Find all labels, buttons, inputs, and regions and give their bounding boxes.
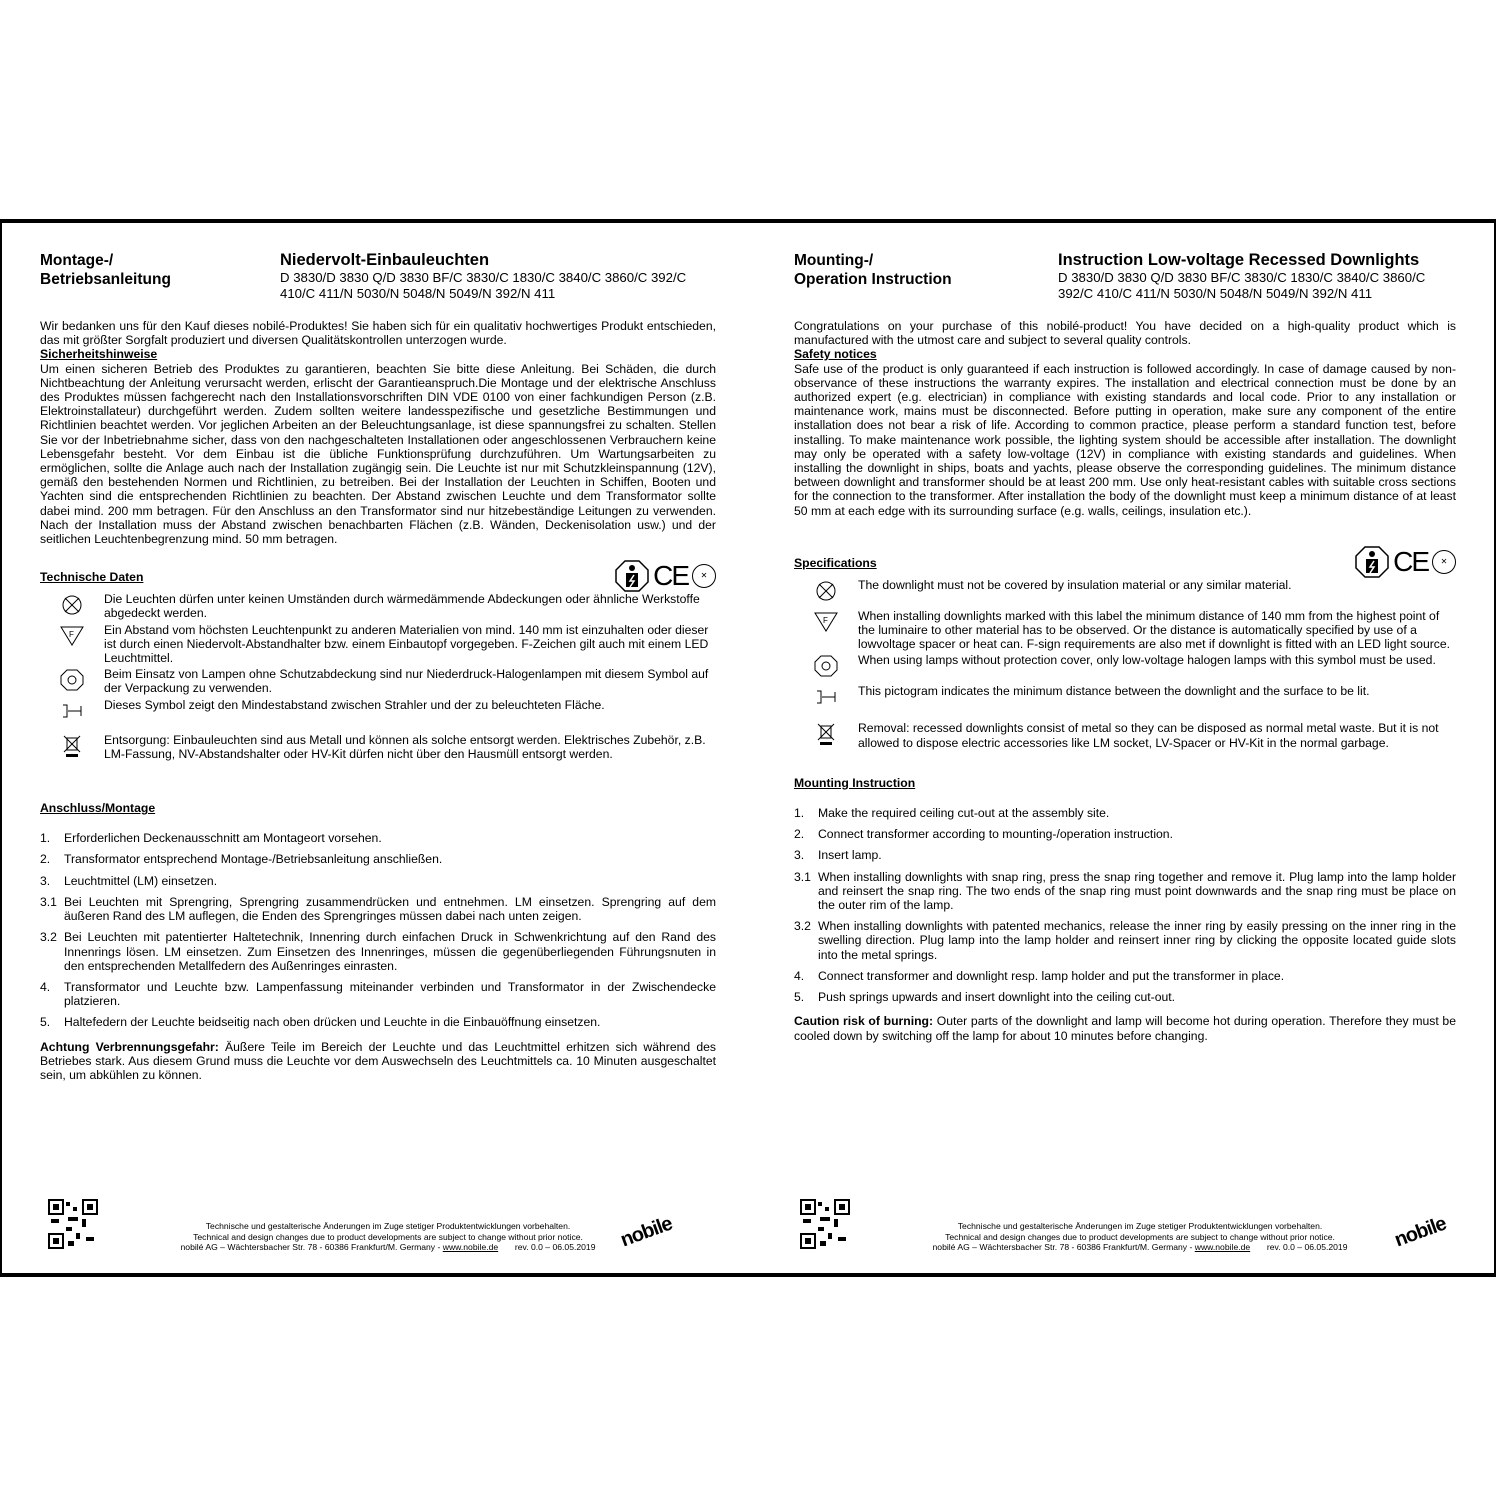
spec-item: Removal: recessed downlights consist of metal so they can be disposed as normal metal waste. But it is not allowed to dispose electric accessories like LM socket, LV-Spacer or HV-Kit in the normal garbage. (794, 721, 1456, 749)
spec-item: F Ein Abstand vom höchsten Leuchtenpunkt zu anderen Materialien von mind. 140 mm ist einzuhalten oder dieser ist durch einen Niedervolt-Abstandhalter bzw. einem Einbautopf vorgegeben. F-Zeichen gilt auch mit einem LED Leuchtmittel. (40, 623, 716, 666)
spec-item: Beim Einsatz von Lampen ohne Schutzabdeckung sind nur Niederdruck-Halogenlampen mit diesem Symbol auf der Verpackung zu verwenden. (40, 667, 716, 695)
step-number: 1. (40, 831, 51, 846)
step-number: 5. (40, 1015, 51, 1030)
instruction-sheet (0, 219, 1496, 1277)
weee-bin-icon (813, 722, 839, 746)
mount-step (40, 930, 716, 973)
spec-item: The downlight must not be covered by insulation material or any similar material. (794, 578, 1456, 603)
step-text: Bei Leuchten mit patentierter Haltetechnik, Innenring durch einfachen Druck in Schwenkrichtung auf den Rand des Innenrings lösen. LM einsetzen. Zum Einsetzen des Innenringes, müssen die gegenüberliegenden Führungsnuten in den entsprechenden Metallfedern des Außenringes einrasten. (64, 930, 716, 973)
weee-bin-icon (59, 734, 85, 758)
no-insulation-cover-icon (59, 593, 85, 617)
intro-text: Wir bedanken uns für den Kauf dieses nobilé-Produktes! Sie haben sich für ein qualitativ hochwertiges Produkt entschieden, das mit größter Sorgfalt produziert und diversen Qualitätskontrollen unterzogen wurde. (40, 319, 716, 348)
spec-item: This pictogram indicates the minimum distance between the downlight and the surface to be lit. (794, 684, 1456, 709)
step-text: When installing downlights with patented mechanics, release the inner ring by easily pressing on the inner ring in the swelling direction. Plug lamp into the lamp holder and reinsert inner ring by clicking the opposite located guide slots into the metal springs. (818, 919, 1456, 962)
mount-step (794, 827, 1456, 841)
burn-warning: Caution risk of burning: Outer parts of the downlight and lamp will become hot during operation. Therefore they must be cooled down by switching off the lamp for about 10 minutes before changing. (794, 1014, 1456, 1043)
step-number: 4. (794, 968, 805, 983)
product-title: Niedervolt-Einbauleuchten (280, 251, 490, 269)
step-number: 2. (40, 852, 51, 867)
mount-step (794, 848, 1456, 862)
step-number: 4. (40, 979, 51, 994)
step-number: 3. (40, 873, 51, 888)
halogen-lamp-icon (813, 654, 839, 678)
mount-step (40, 831, 716, 845)
certification-badges (615, 560, 716, 592)
qualified-electrician-icon (1355, 546, 1389, 578)
step-text: Erforderlichen Deckenausschnitt am Montageort vorsehen. (64, 831, 382, 846)
step-number: 1. (794, 806, 805, 821)
burn-warning: Achtung Verbrennungsgefahr: Äußere Teile im Bereich der Leuchte und das Leuchtmittel erhitzen sich während des Betriebes stark. Aus diesem Grund muss die Leuchte vor dem Auswechseln des Leuchtmittels ca. 10 Minuten ausgeschaltet sein, um abkühlen zu können. (40, 1039, 716, 1082)
mount-step (40, 852, 716, 866)
mount-heading: Anschluss/Montage (40, 801, 156, 816)
no-cover-icon: ✕ (1432, 550, 1456, 574)
spec-heading: Specifications (794, 555, 877, 570)
no-cover-icon: ✕ (692, 564, 716, 588)
step-text: Leuchtmittel (LM) einsetzen. (64, 873, 218, 888)
qr-code-icon (48, 1199, 98, 1249)
mount-heading: Mounting Instruction (794, 775, 916, 790)
model-list: D 3830/D 3830 Q/D 3830 BF/C 3830/C 1830/C 3840/C 3860/C 392/C 410/C 411/N 5030/N 5048/N 5049/N 392/N 411 (1058, 270, 1426, 301)
spec-item: When using lamps without protection cover, only low-voltage halogen lamps with this symbol must be used. (794, 653, 1456, 678)
step-text: Haltefedern der Leuchte beidseitig nach oben drücken und Leuchte in die Einbauöffnung einsetzen. (64, 1015, 601, 1030)
step-number: 3.1 (40, 894, 57, 909)
model-list: D 3830/D 3830 Q/D 3830 BF/C 3830/C 1830/C 3840/C 3860/C 392/C 410/C 411/N 5030/N 5048/N 5049/N 392/N 411 (280, 270, 687, 301)
f-sign-icon (813, 610, 839, 634)
step-text: Transformator und Leuchte bzw. Lampenfassung miteinander verbinden und Transformator in der Zwischendecke platzieren. (64, 979, 716, 1009)
spec-list (40, 592, 716, 761)
spec-item: Die Leuchten dürfen unter keinen Umständen durch wärmedämmende Abdeckungen oder ähnliche Werkstoffe abgedeckt werden. (40, 592, 716, 620)
step-text: Bei Leuchten mit Sprengring, Sprengring zusammendrücken und entnehmen. LM einsetzen. Sprengring auf dem äußeren Rand des LM auflegen, die Enden des Sprengringes müssen dabei nach unten zeigen. (64, 894, 716, 924)
german-column (40, 249, 716, 1094)
svg-text:F: F (69, 629, 74, 639)
ce-mark-icon: CE (1393, 545, 1428, 577)
english-header (794, 249, 1456, 319)
safety-heading: Sicherheitshinweise (40, 347, 158, 362)
minimum-distance-icon (813, 685, 839, 709)
f-sign-icon (59, 624, 85, 648)
qualified-electrician-icon (615, 560, 649, 592)
mount-step (794, 919, 1456, 962)
step-text: When installing downlights with snap ring, press the snap ring together and remove it. Plug lamp into the lamp holder and reinsert the snap ring. The two ends of the snap ring must point downwards and the snap ring must be place on the outer rim of the lamp. (818, 869, 1456, 913)
product-title: Instruction Low-voltage Recessed Downlights (1058, 251, 1420, 269)
step-text: Connect transformer according to mounting-/operation instruction. (818, 827, 1173, 842)
spec-list (794, 578, 1456, 750)
step-number: 5. (794, 990, 805, 1005)
mount-step (40, 1015, 716, 1029)
spec-heading: Technische Daten (40, 570, 144, 585)
footer (48, 1199, 688, 1259)
no-insulation-cover-icon (813, 579, 839, 603)
qr-code-icon (800, 1199, 850, 1249)
step-number: 3.2 (794, 919, 811, 934)
minimum-distance-icon (59, 699, 85, 723)
safety-heading: Safety notices (794, 347, 877, 362)
spec-item: F When installing downlights marked with this label the minimum distance of 140 mm from the highest point of the luminaire to other material has to be observed. Or the distance is automatically specified by use of a lowvoltage spacer or heat can. F-sign requirements are also met if downlight is fitted with an LED light source. (794, 609, 1456, 652)
mount-step (794, 870, 1456, 913)
website-link[interactable]: www.nobile.de (1194, 1242, 1251, 1253)
spec-item: Dieses Symbol zeigt den Mindestabstand zwischen Strahler und der zu beleuchteten Fläche. (40, 698, 716, 723)
mount-step (40, 980, 716, 1008)
mount-steps (794, 806, 1456, 1004)
footer (800, 1199, 1460, 1259)
website-link[interactable]: www.nobile.de (442, 1242, 499, 1253)
halogen-lamp-icon (59, 668, 85, 692)
footer-text: Technische und gestalterische Änderungen im Zuge stetiger Produktentwicklungen vorbehalten. Technical and design changes due to product developments are subject to change without prior notice. nobilé AG – Wächtersbacher Str. 78 - 60386 Frankfurt/M. Germany - www.nobile.de rev. 0.0 – 06.05.2019 (932, 1221, 1348, 1253)
certification-badges (1355, 546, 1456, 578)
nobile-logo: nobile (617, 1212, 675, 1252)
mount-step (794, 806, 1456, 820)
mount-step (40, 874, 716, 888)
safety-text: Safe use of the product is only guaranteed if each instruction is followed accordingly. In case of damage caused by non-observance of these instructions the warranty expires. The installation and electrical connection must be done by an authorized expert (e.g. electrician) in compliance with existing standards and local code. Prior to any installation or maintenance work, mains must be disconnected. Before putting in operation, make sure any component of the entire installation does not bear a risk of life. According to common practice, please perform a standard function test, before installing. To make maintenance work possible, the lighting system should be accessible after installation. The downlight may only be operated with a safety low-voltage (12V) in compliance with existing standards and guidelines. When installing the downlight in ships, boats and yachts, please observe the corresponding guidelines. The minimum distance between downlight and transformer should be at least 200 mm. Use only heat-resistant cables with suitable cross sections for the connection to the transformer. After installation the body of the downlight must keep a minimum distance of at least 50 mm at each edge with its surrounding surface (e.g. walls, ceilings, insulation etc.). (794, 361, 1456, 518)
step-number: 3.1 (794, 869, 811, 884)
step-text: Push springs upwards and insert downlight into the ceiling cut-out. (818, 990, 1176, 1005)
svg-text:F: F (823, 615, 828, 625)
nobile-logo: nobile (1391, 1212, 1449, 1252)
mount-step (40, 895, 716, 923)
step-text: Connect transformer and downlight resp. lamp holder and put the transformer in place. (818, 968, 1285, 983)
mount-step (794, 990, 1456, 1004)
step-number: 3. (794, 848, 805, 863)
doc-title: Montage-/ Betriebsanleitung (40, 252, 171, 288)
intro-text: Congratulations on your purchase of this nobilé-product! You have decided on a high-quality product which is manufactured with the utmost care and subject to several quality controls. (794, 319, 1456, 348)
spec-header (40, 560, 716, 590)
german-header (40, 249, 716, 319)
safety-text: Um einen sicheren Betrieb des Produktes zu garantieren, beachten Sie bitte diese Anleitung. Bei Schäden, die durch Nichtbeachtung der Anleitung verursacht werden, erlischt der Garantieanspruch.Die Montage und der elektrische Anschluss des Produktes müssen fachgerecht nach den Installationsvorschriften DIN VDE 0100 von einer fachkundigen Person (z.B. Elektroinstallateur) durchgeführt werden. Zudem sollten weitere landesspezifische und gesetzliche Bestimmungen und Richtlinien beachtet werden. Vor jeglichen Arbeiten an der Beleuchtungsanlage, ist diese spannungsfrei zu schalten. Stellen Sie vor der Inbetriebnahme sicher, dass von den nachgeschalteten Installationen oder angeschlossenen Verbrauchern keine Lebensgefahr besteht. Vor dem Einbau ist die übliche Funktionsprüfung durchzuführen. Um Wartungsarbeiten zu ermöglichen, sollte die Anlage auch nach der Installation zugängig sein. Die Leuchte ist nur mit Schutzkleinspannung (12V), gemäß den bestehenden Normen und Richtlinien, zu betreiben. Bei der Installation der Leuchten in Schiffen, Booten und Yachten sind die entsprechenden Richtlinien zu beachten. Der Abstand zwischen Leuchte und dem Transformator sollte dabei mind. 200 mm betragen. Für den Anschluss an den Transformator sind nur hitzebeständige Leitungen zu verwenden. Nach der Installation muss der Abstand zwischen benachbarten Flächen (z.B. Wänden, Deckenisolation usw.) und der seitlichen Leuchtenbegrenzung mind. 50 mm betragen. (40, 361, 716, 547)
step-number: 2. (794, 827, 805, 842)
english-column (794, 249, 1456, 1055)
spec-item: Entsorgung: Einbauleuchten sind aus Metall und können als solche entsorgt werden. Elektrisches Zubehör, z.B. LM-Fassung, NV-Abstandshalter oder HV-Kit dürfen nicht über den Hausmüll entsorgt werden. (40, 733, 716, 761)
mount-step (794, 969, 1456, 983)
footer-text: Technische und gestalterische Änderungen im Zuge stetiger Produktentwicklungen vorbehalten. Technical and design changes due to product developments are subject to change without prior notice. nobilé AG – Wächtersbacher Str. 78 - 60386 Frankfurt/M. Germany - www.nobile.de rev. 0.0 – 06.05.2019 (180, 1221, 596, 1253)
step-text: Transformator entsprechend Montage-/Betriebsanleitung anschließen. (64, 852, 443, 867)
mount-steps (40, 831, 716, 1029)
step-text: Insert lamp. (818, 848, 882, 863)
spec-header (794, 546, 1456, 576)
step-text: Make the required ceiling cut-out at the assembly site. (818, 806, 1110, 821)
doc-title: Mounting-/ Operation Instruction (794, 252, 952, 288)
step-number: 3.2 (40, 930, 57, 945)
ce-mark-icon: CE (653, 560, 688, 592)
